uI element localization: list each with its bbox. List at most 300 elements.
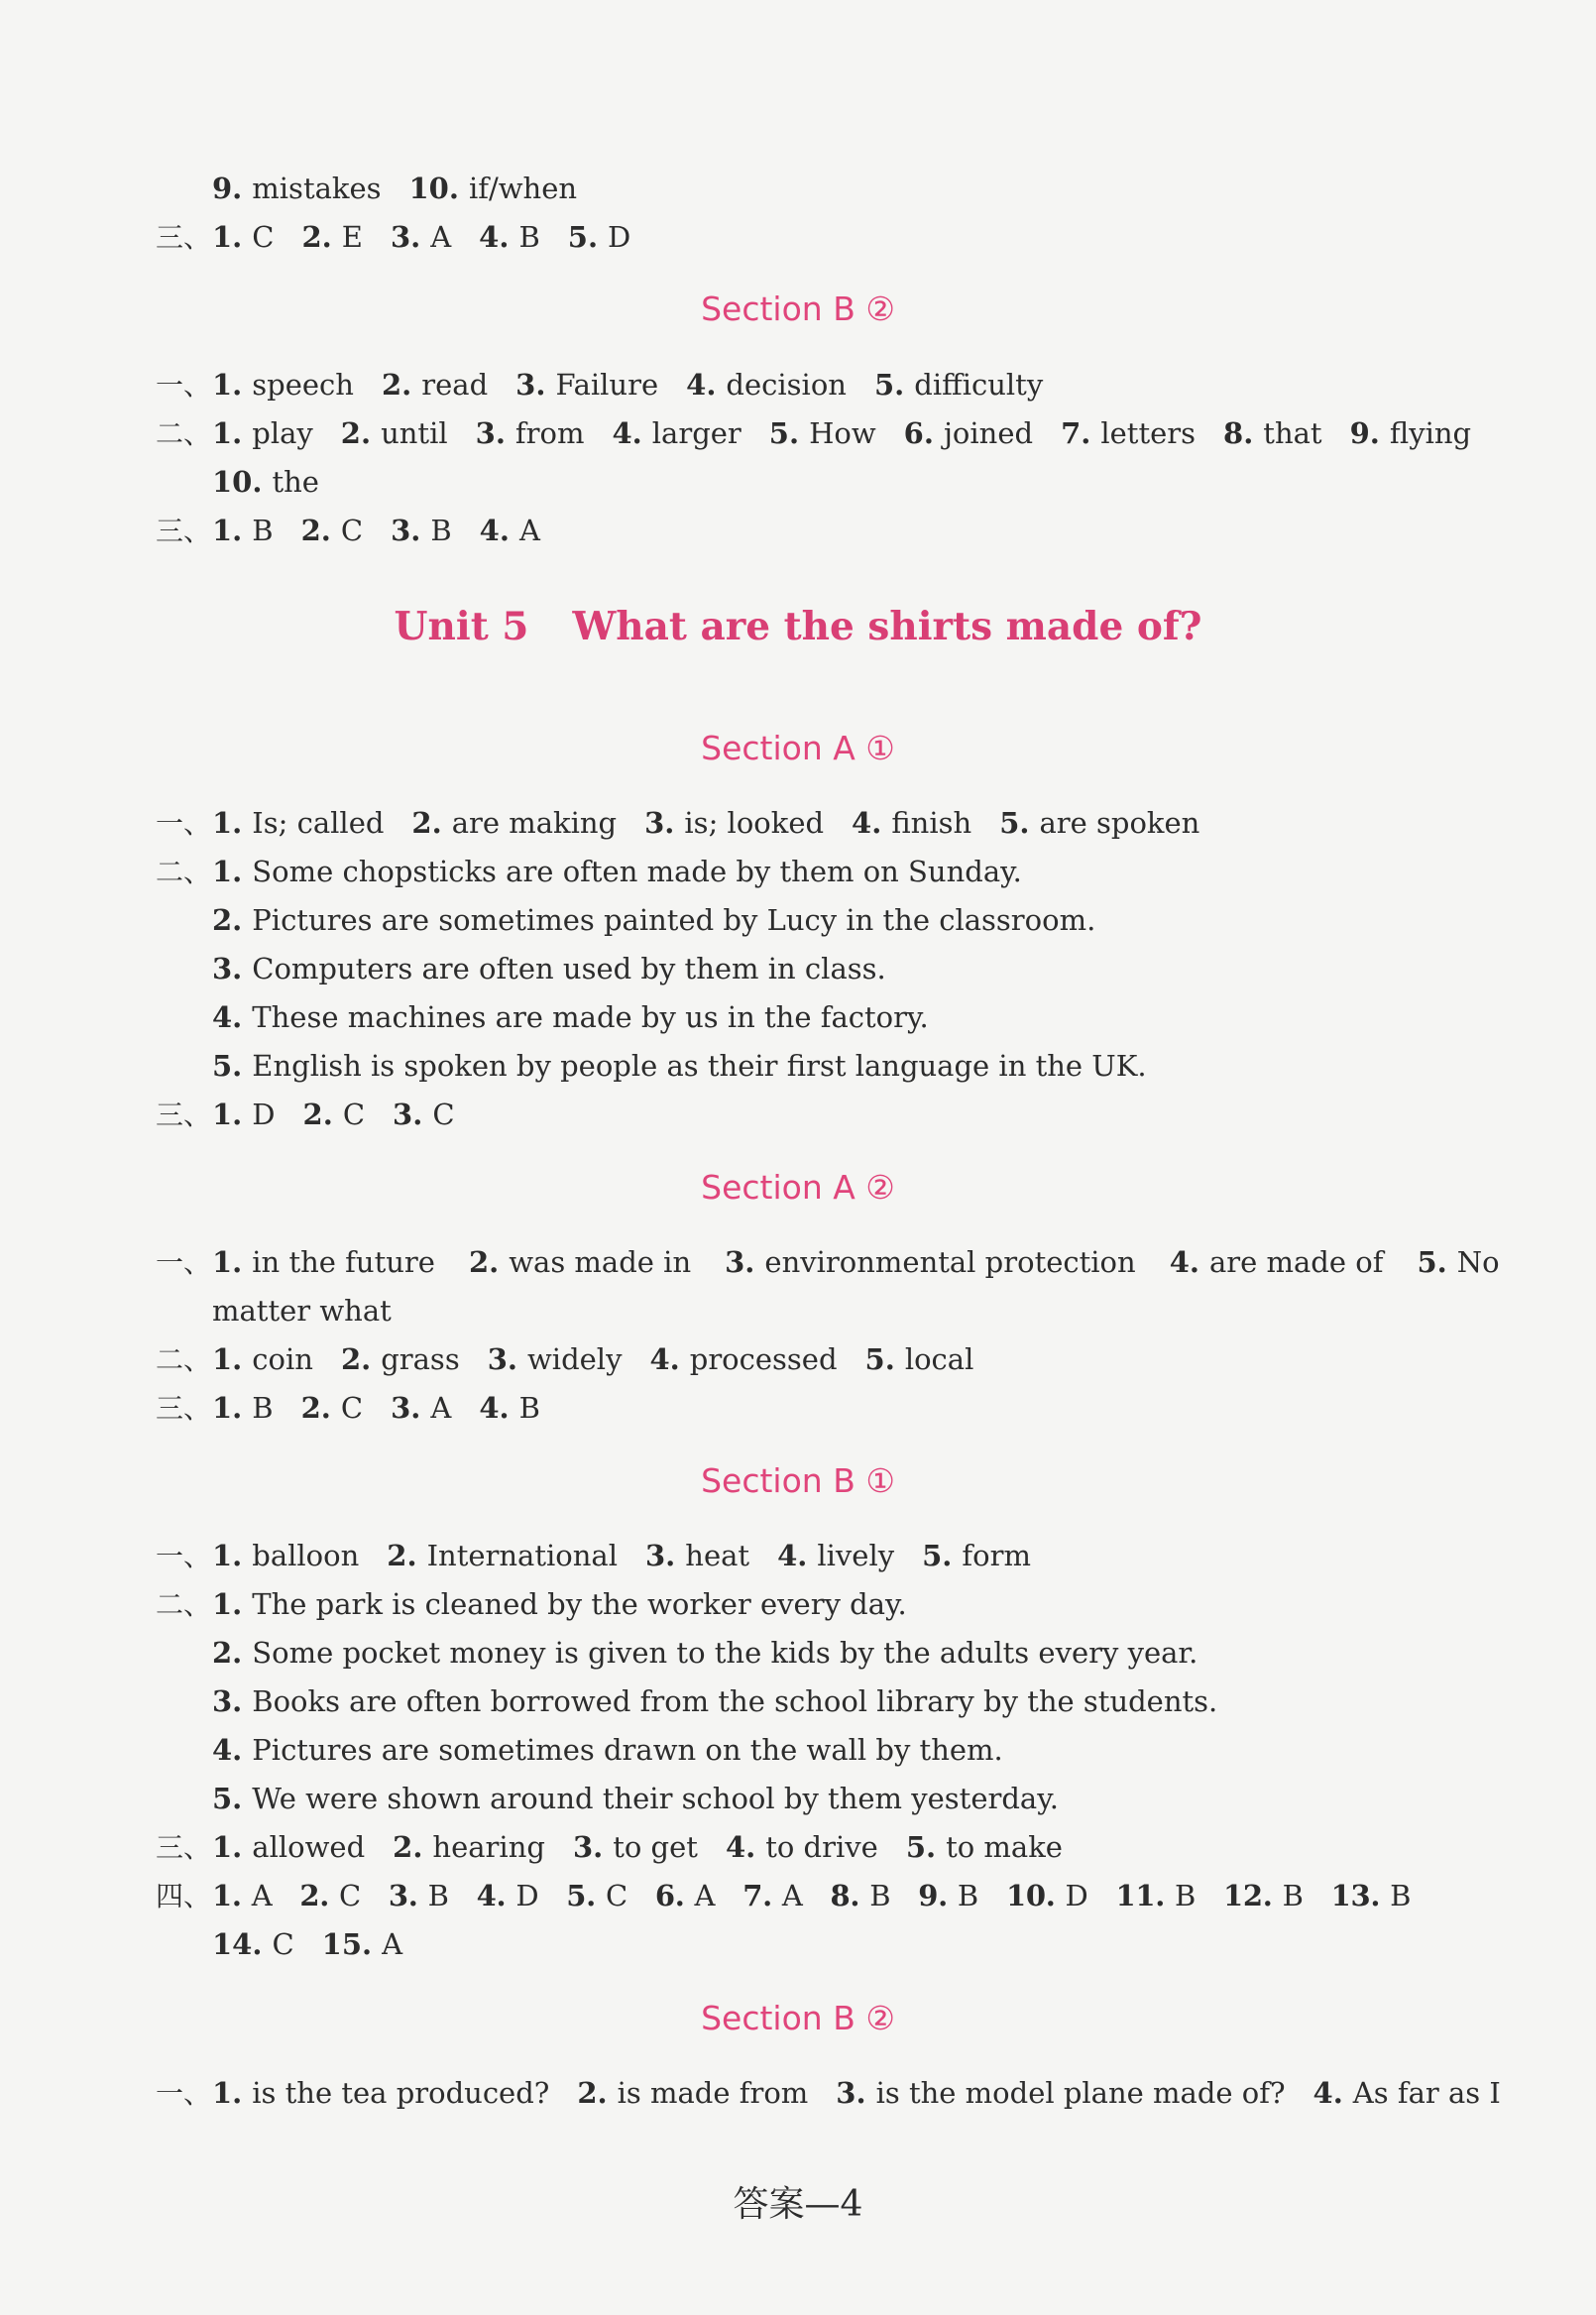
item-answer: A bbox=[430, 1391, 452, 1425]
answer-line bbox=[156, 413, 1471, 454]
answer-item bbox=[573, 1830, 698, 1864]
item-number: 3. bbox=[475, 416, 506, 450]
item-number: 11. bbox=[1115, 1879, 1166, 1912]
answer-item bbox=[212, 1733, 1003, 1767]
item-number: 2. bbox=[387, 1539, 417, 1572]
answer-items bbox=[212, 514, 540, 547]
answer-item bbox=[904, 416, 1033, 450]
answer-item bbox=[836, 2076, 1285, 2110]
answer-item bbox=[612, 416, 741, 450]
question-marker: 二、 bbox=[156, 1588, 212, 1621]
answer-line bbox=[156, 1876, 1411, 1916]
item-answer: C bbox=[272, 1927, 294, 1961]
answer-line bbox=[156, 1242, 1534, 1283]
item-number: 3. bbox=[644, 1539, 676, 1572]
item-answer: Some chopsticks are often made by them on Sunday. bbox=[252, 855, 1022, 888]
item-number: 3. bbox=[515, 368, 546, 402]
answer-item bbox=[212, 1684, 1217, 1718]
answer-item bbox=[1223, 1879, 1304, 1912]
answer-item bbox=[409, 172, 578, 205]
item-answer: to drive bbox=[765, 1830, 878, 1864]
answer-line bbox=[212, 169, 577, 208]
item-number: 5. bbox=[768, 416, 800, 450]
answer-item bbox=[391, 1391, 451, 1425]
answer-item bbox=[393, 1098, 454, 1131]
question-marker: 三、 bbox=[156, 515, 212, 547]
answer-line bbox=[156, 1536, 1031, 1576]
item-number: 13. bbox=[1330, 1879, 1381, 1912]
item-answer: grass bbox=[381, 1342, 460, 1376]
section-title: Section A ① bbox=[701, 729, 895, 767]
question-marker: 一、 bbox=[156, 2077, 212, 2110]
answer-item bbox=[411, 806, 617, 840]
item-number: 5. bbox=[999, 806, 1030, 840]
answer-line bbox=[156, 1095, 455, 1135]
section-title: Section B ② bbox=[701, 1999, 895, 2037]
item-answer: is made from bbox=[617, 2076, 809, 2110]
item-number: 4. bbox=[479, 1391, 510, 1425]
question-marker: 二、 bbox=[156, 1343, 212, 1376]
answer-item bbox=[212, 1049, 1147, 1083]
answer-item bbox=[649, 1342, 837, 1376]
answer-line bbox=[156, 2073, 1501, 2114]
answer-items bbox=[212, 1879, 1411, 1912]
answer-line bbox=[212, 462, 319, 502]
item-answer: A bbox=[518, 514, 540, 547]
answer-line bbox=[212, 1779, 1059, 1818]
item-answer: are made of bbox=[1208, 1245, 1384, 1279]
item-number: 8. bbox=[830, 1879, 860, 1912]
item-answer: C bbox=[339, 1879, 361, 1912]
item-answer: B bbox=[518, 220, 540, 254]
answer-items bbox=[212, 1098, 455, 1131]
answer-item bbox=[922, 1539, 1031, 1572]
item-number: 5. bbox=[212, 1782, 243, 1815]
item-answer: Failure bbox=[555, 368, 659, 402]
item-answer: letters bbox=[1100, 416, 1197, 450]
answer-item bbox=[742, 1879, 802, 1912]
answer-item bbox=[212, 1000, 929, 1034]
answer-line bbox=[212, 1046, 1147, 1086]
item-answer: B bbox=[252, 514, 274, 547]
item-number: 5. bbox=[873, 368, 905, 402]
answer-item bbox=[212, 903, 1095, 937]
answer-item bbox=[644, 806, 824, 840]
item-number: 2. bbox=[468, 1245, 500, 1279]
answer-item bbox=[479, 1391, 540, 1425]
item-number: 5. bbox=[1417, 1245, 1447, 1279]
item-number: 9. bbox=[1349, 416, 1380, 450]
answer-item bbox=[1331, 1879, 1412, 1912]
answer-item bbox=[655, 1879, 715, 1912]
answer-item bbox=[212, 806, 384, 840]
answer-item bbox=[212, 172, 382, 205]
item-answer: to get bbox=[613, 1830, 698, 1864]
page-number: 答案—4 bbox=[733, 2184, 863, 2225]
item-answer: E bbox=[341, 220, 363, 254]
item-number: 3. bbox=[487, 1342, 517, 1376]
item-answer: A bbox=[694, 1879, 716, 1912]
item-answer: larger bbox=[651, 416, 741, 450]
item-answer: speech bbox=[252, 368, 354, 402]
item-number: 4. bbox=[852, 806, 882, 840]
answer-items bbox=[212, 368, 1043, 402]
answer-line bbox=[156, 1388, 540, 1429]
answer-item bbox=[303, 1098, 365, 1131]
item-number: 1. bbox=[212, 1391, 243, 1425]
item-answer: D bbox=[515, 1879, 539, 1912]
item-answer: Pictures are sometimes painted by Lucy in the classroom. bbox=[252, 903, 1096, 937]
answer-items bbox=[212, 1587, 907, 1621]
section-title: Section B ① bbox=[701, 1461, 895, 1500]
item-answer: from bbox=[514, 416, 585, 450]
item-answer: if/when bbox=[468, 172, 578, 205]
answer-line bbox=[156, 803, 1199, 844]
item-answer: environmental protection bbox=[764, 1245, 1136, 1279]
item-number: 1. bbox=[212, 1342, 243, 1376]
item-answer: mistakes bbox=[252, 172, 382, 205]
item-number: 4. bbox=[476, 1879, 507, 1912]
item-number: 3. bbox=[212, 952, 243, 985]
unit-heading bbox=[0, 601, 1596, 652]
question-marker: 一、 bbox=[156, 1540, 212, 1572]
item-answer: local bbox=[904, 1342, 974, 1376]
item-answer: B bbox=[252, 1391, 274, 1425]
item-number: 4. bbox=[212, 1000, 243, 1034]
answer-line bbox=[156, 217, 630, 258]
item-number: 5. bbox=[566, 1879, 596, 1912]
item-number: 4. bbox=[612, 416, 642, 450]
answer-line bbox=[156, 1584, 907, 1625]
item-answer: coin bbox=[252, 1342, 313, 1376]
item-answer: B bbox=[1175, 1879, 1197, 1912]
item-answer: read bbox=[421, 368, 489, 402]
answer-item bbox=[212, 220, 274, 254]
item-answer: B bbox=[869, 1879, 891, 1912]
item-answer: A bbox=[251, 1879, 273, 1912]
answer-item bbox=[212, 1830, 365, 1864]
item-number: 7. bbox=[1061, 416, 1091, 450]
item-answer: B bbox=[1282, 1879, 1304, 1912]
question-marker: 一、 bbox=[156, 807, 212, 840]
item-number: 10. bbox=[1005, 1879, 1056, 1912]
item-number: 10. bbox=[212, 465, 263, 499]
item-number: 7. bbox=[742, 1879, 772, 1912]
item-answer: balloon bbox=[252, 1539, 360, 1572]
answer-item bbox=[387, 1539, 618, 1572]
item-number: 1. bbox=[212, 1245, 243, 1279]
item-answer: form bbox=[962, 1539, 1031, 1572]
answer-items bbox=[212, 416, 1471, 450]
item-number: 5. bbox=[905, 1830, 937, 1864]
answer-item bbox=[1170, 1245, 1384, 1279]
item-answer: Is; called bbox=[252, 806, 385, 840]
item-answer: is; looked bbox=[684, 806, 825, 840]
answer-item bbox=[341, 1342, 460, 1376]
item-number: 2. bbox=[212, 903, 243, 937]
item-answer: We were shown around their school by them yesterday. bbox=[252, 1782, 1059, 1815]
item-answer: widely bbox=[526, 1342, 623, 1376]
item-answer: How bbox=[809, 416, 876, 450]
item-number: 8. bbox=[1223, 416, 1254, 450]
item-number: 10. bbox=[408, 172, 459, 205]
answer-item bbox=[301, 514, 363, 547]
answer-item bbox=[1417, 1245, 1499, 1279]
answer-item bbox=[469, 1245, 691, 1279]
answer-item bbox=[1006, 1879, 1088, 1912]
item-answer: A bbox=[781, 1879, 803, 1912]
answer-line bbox=[156, 1827, 1063, 1868]
answer-line bbox=[212, 1681, 1217, 1721]
item-answer: C bbox=[605, 1879, 627, 1912]
item-number: 1. bbox=[212, 806, 243, 840]
answer-items bbox=[212, 1539, 1031, 1572]
question-marker: 二、 bbox=[156, 856, 212, 888]
answer-item bbox=[299, 1879, 361, 1912]
item-number: 2. bbox=[411, 806, 442, 840]
answer-line bbox=[212, 1633, 1197, 1673]
answer-line bbox=[212, 949, 886, 988]
item-number: 1. bbox=[212, 1539, 243, 1572]
item-answer: joined bbox=[943, 416, 1034, 450]
item-number: 1. bbox=[212, 416, 243, 450]
answer-item bbox=[301, 1391, 363, 1425]
question-marker: 一、 bbox=[156, 369, 212, 402]
item-answer: lively bbox=[817, 1539, 895, 1572]
answer-item bbox=[322, 1927, 402, 1961]
answer-item bbox=[999, 806, 1199, 840]
section-title: Section B ② bbox=[701, 289, 895, 328]
item-answer: until bbox=[381, 416, 448, 450]
answer-items bbox=[212, 220, 630, 254]
item-number: 1. bbox=[212, 1587, 243, 1621]
item-answer: English is spoken by people as their first language in the UK. bbox=[252, 1049, 1147, 1083]
item-answer: B bbox=[957, 1879, 978, 1912]
answer-item bbox=[212, 1587, 907, 1621]
question-marker: 三、 bbox=[156, 1831, 212, 1864]
answer-item bbox=[389, 1879, 449, 1912]
answer-continuation: matter what bbox=[212, 1294, 392, 1328]
item-answer: C bbox=[342, 1098, 366, 1131]
answer-item bbox=[212, 1539, 359, 1572]
answer-item bbox=[479, 220, 540, 254]
item-answer: decision bbox=[726, 368, 847, 402]
answer-item bbox=[212, 855, 1022, 888]
item-answer: B bbox=[1390, 1879, 1412, 1912]
question-marker: 四、 bbox=[156, 1880, 212, 1912]
answer-item bbox=[686, 368, 847, 402]
item-number: 6. bbox=[903, 416, 934, 450]
answer-item bbox=[391, 220, 451, 254]
answer-item bbox=[212, 1636, 1197, 1670]
item-number: 2. bbox=[340, 1342, 372, 1376]
answer-item bbox=[212, 1782, 1059, 1815]
item-number: 1. bbox=[212, 1879, 242, 1912]
answer-item bbox=[476, 416, 585, 450]
item-answer: hearing bbox=[432, 1830, 545, 1864]
answer-item bbox=[577, 2076, 808, 2110]
item-answer: As far as I bbox=[1352, 2076, 1501, 2110]
item-number: 3. bbox=[836, 2076, 866, 2110]
answer-items bbox=[212, 1830, 1063, 1864]
item-number: 4. bbox=[649, 1342, 680, 1376]
answer-item bbox=[212, 2076, 549, 2110]
answer-items bbox=[212, 2076, 1501, 2110]
item-number: 3. bbox=[390, 220, 421, 254]
item-number: 9. bbox=[212, 172, 243, 205]
answer-item bbox=[568, 220, 631, 254]
answer-item bbox=[212, 1391, 274, 1425]
item-number: 2. bbox=[340, 416, 372, 450]
answer-item bbox=[212, 1927, 294, 1961]
item-number: 4. bbox=[777, 1539, 808, 1572]
item-number: 4. bbox=[479, 220, 510, 254]
item-number: 2. bbox=[212, 1636, 243, 1670]
answer-item bbox=[212, 1098, 276, 1131]
item-answer: heat bbox=[685, 1539, 750, 1572]
answer-item bbox=[831, 1879, 891, 1912]
answer-item bbox=[852, 806, 971, 840]
answer-items bbox=[212, 1245, 1534, 1279]
answer-item bbox=[906, 1830, 1063, 1864]
answer-item bbox=[477, 1879, 539, 1912]
item-number: 5. bbox=[864, 1342, 895, 1376]
item-answer: processed bbox=[689, 1342, 838, 1376]
item-number: 3. bbox=[725, 1245, 755, 1279]
question-marker: 三、 bbox=[156, 1099, 212, 1131]
item-number: 5. bbox=[567, 220, 599, 254]
item-number: 2. bbox=[300, 514, 331, 547]
answer-item bbox=[566, 1879, 627, 1912]
answer-item bbox=[777, 1539, 894, 1572]
item-number: 1. bbox=[212, 514, 243, 547]
item-answer: to make bbox=[946, 1830, 1063, 1864]
answer-item bbox=[769, 416, 876, 450]
item-answer: B bbox=[430, 514, 452, 547]
item-answer: Pictures are sometimes drawn on the wall by them. bbox=[252, 1733, 1003, 1767]
item-answer: A bbox=[430, 220, 452, 254]
item-number: 2. bbox=[299, 1879, 330, 1912]
item-answer: finish bbox=[891, 806, 972, 840]
answer-line bbox=[212, 1730, 1003, 1770]
item-answer: play bbox=[252, 416, 313, 450]
item-answer: Computers are often used by them in class. bbox=[252, 952, 886, 985]
answer-item bbox=[382, 368, 488, 402]
item-answer: was made in bbox=[509, 1245, 692, 1279]
item-number: 6. bbox=[654, 1879, 685, 1912]
item-number: 4. bbox=[725, 1830, 756, 1864]
answer-item bbox=[1115, 1879, 1196, 1912]
answer-item bbox=[515, 368, 658, 402]
answer-item bbox=[212, 368, 354, 402]
item-answer: the bbox=[272, 465, 319, 499]
item-number: 5. bbox=[922, 1539, 953, 1572]
item-number: 2. bbox=[393, 1830, 423, 1864]
item-number: 2. bbox=[302, 1098, 333, 1131]
item-answer: C bbox=[252, 220, 275, 254]
item-number: 3. bbox=[572, 1830, 604, 1864]
item-number: 5. bbox=[212, 1049, 243, 1083]
answer-item bbox=[212, 465, 319, 499]
item-number: 3. bbox=[391, 514, 421, 547]
answer-item bbox=[645, 1539, 749, 1572]
item-answer: B bbox=[518, 1391, 540, 1425]
answer-items bbox=[212, 806, 1199, 840]
question-marker: 三、 bbox=[156, 1392, 212, 1425]
question-marker: 三、 bbox=[156, 221, 212, 254]
answer-items bbox=[212, 1391, 540, 1425]
item-answer: No bbox=[1456, 1245, 1500, 1279]
item-answer: These machines are made by us in the factory. bbox=[252, 1000, 929, 1034]
answer-item bbox=[212, 514, 274, 547]
answer-item bbox=[212, 416, 313, 450]
answer-item bbox=[393, 1830, 545, 1864]
item-number: 4. bbox=[212, 1733, 243, 1767]
unit-number: Unit 5 bbox=[394, 604, 529, 649]
item-number: 2. bbox=[381, 368, 412, 402]
item-number: 1. bbox=[212, 220, 243, 254]
item-number: 1. bbox=[212, 1098, 243, 1131]
answer-item bbox=[725, 1245, 1136, 1279]
item-number: 1. bbox=[212, 1830, 243, 1864]
answer-line bbox=[156, 365, 1043, 405]
item-answer: that bbox=[1263, 416, 1322, 450]
answer-item bbox=[865, 1342, 974, 1376]
answer-line bbox=[156, 511, 540, 551]
answer-item bbox=[301, 220, 362, 254]
item-answer: D bbox=[1065, 1879, 1088, 1912]
item-answer: is the model plane made of? bbox=[875, 2076, 1286, 2110]
item-number: 1. bbox=[212, 855, 243, 888]
answer-line bbox=[212, 1291, 392, 1331]
item-answer: D bbox=[608, 220, 631, 254]
item-number: 2. bbox=[577, 2076, 608, 2110]
answer-item bbox=[212, 952, 886, 985]
answer-item bbox=[918, 1879, 978, 1912]
answer-item bbox=[212, 1879, 272, 1912]
section-title: Section A ② bbox=[701, 1168, 895, 1207]
answer-line bbox=[156, 1339, 973, 1380]
item-answer: are making bbox=[451, 806, 618, 840]
item-number: 3. bbox=[388, 1879, 418, 1912]
answer-item bbox=[212, 1342, 313, 1376]
item-answer: Books are often borrowed from the school library by the students. bbox=[252, 1684, 1218, 1718]
answer-item bbox=[726, 1830, 878, 1864]
answer-line bbox=[212, 900, 1095, 940]
item-number: 3. bbox=[393, 1098, 423, 1131]
item-answer: The park is cleaned by the worker every day. bbox=[252, 1587, 907, 1621]
item-answer: A bbox=[382, 1927, 403, 1961]
item-number: 1. bbox=[212, 2076, 243, 2110]
item-answer: in the future bbox=[252, 1245, 435, 1279]
item-number: 4. bbox=[1169, 1245, 1199, 1279]
item-number: 3. bbox=[212, 1684, 243, 1718]
item-number: 3. bbox=[644, 806, 675, 840]
item-answer: C bbox=[340, 1391, 364, 1425]
item-number: 9. bbox=[918, 1879, 948, 1912]
item-answer: are spoken bbox=[1039, 806, 1200, 840]
item-answer: D bbox=[252, 1098, 276, 1131]
unit-title: What are the shirts made of? bbox=[572, 604, 1202, 649]
answer-line bbox=[212, 1924, 402, 1964]
answer-item bbox=[488, 1342, 623, 1376]
answer-item bbox=[1350, 416, 1472, 450]
answer-line bbox=[212, 997, 929, 1037]
item-answer: difficulty bbox=[914, 368, 1044, 402]
answer-item bbox=[1313, 2076, 1501, 2110]
answer-item bbox=[391, 514, 452, 547]
item-answer: is the tea produced? bbox=[252, 2076, 550, 2110]
